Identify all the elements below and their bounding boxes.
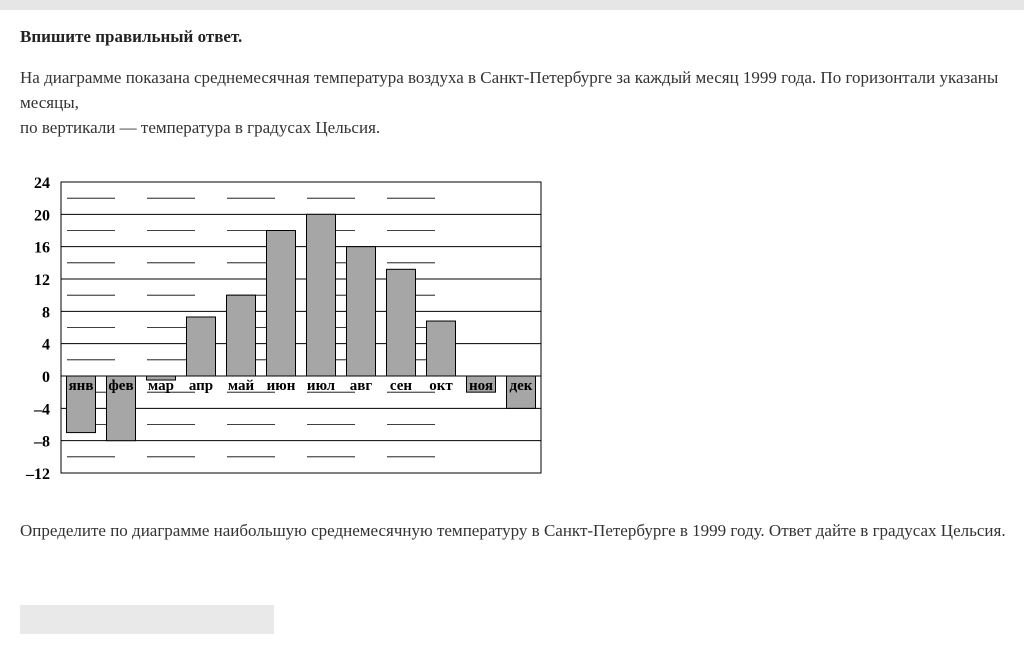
category-label-окт: окт: [429, 378, 453, 394]
category-label-мар: мар: [148, 378, 174, 394]
task-heading: Впишите правильный ответ.: [20, 27, 243, 46]
category-label-авг: авг: [349, 378, 373, 394]
category-label-май: май: [227, 378, 255, 394]
y-tick-label: 12: [34, 272, 50, 289]
question-text: Определите по диаграмме наибольшую среднемесячную температуру в Санкт-Петербурге в 1999 году. Ответ дайте в градусах Цельсия.: [20, 521, 1006, 540]
temperature-chart-svg: [0, 170, 560, 490]
task-text-line-1: На диаграмме показана среднемесячная температура воздуха в Санкт-Петербурге за каждый месяц 1999 года. По горизонтали указаны месяцы,: [20, 68, 999, 112]
y-tick-label: –8: [34, 433, 50, 451]
bar-авг: [347, 247, 376, 376]
category-label-фев: фев: [108, 378, 134, 394]
task-text-line-2: по вертикали — температура в градусах Цельсия.: [20, 118, 381, 137]
bar-апр: [187, 317, 216, 376]
category-label-апр: апр: [188, 378, 214, 394]
category-label-июн: июн: [266, 378, 296, 394]
bar-окт: [427, 321, 456, 376]
bar-сен: [387, 269, 416, 376]
y-tick-label: 16: [34, 239, 50, 257]
y-tick-label: –4: [34, 401, 50, 419]
category-label-ноя: ноя: [469, 378, 493, 394]
y-tick-label: 24: [34, 175, 50, 192]
category-label-сен: сен: [389, 378, 413, 394]
category-label-янв: янв: [68, 378, 94, 394]
y-tick-label: 0: [42, 369, 50, 386]
category-label-дек: дек: [509, 378, 533, 394]
bar-июн: [267, 231, 296, 377]
y-tick-label: 4: [42, 336, 50, 354]
bar-июл: [307, 214, 336, 376]
temperature-chart: [0, 170, 560, 490]
answer-input[interactable]: [20, 605, 274, 634]
bar-май: [227, 295, 256, 376]
y-tick-label: 20: [34, 207, 50, 225]
y-tick-label: –12: [26, 466, 50, 483]
y-tick-label: 8: [42, 304, 50, 322]
category-label-июл: июл: [306, 378, 336, 394]
task-text: [20, 65, 1010, 140]
top-strip: [0, 0, 1024, 10]
